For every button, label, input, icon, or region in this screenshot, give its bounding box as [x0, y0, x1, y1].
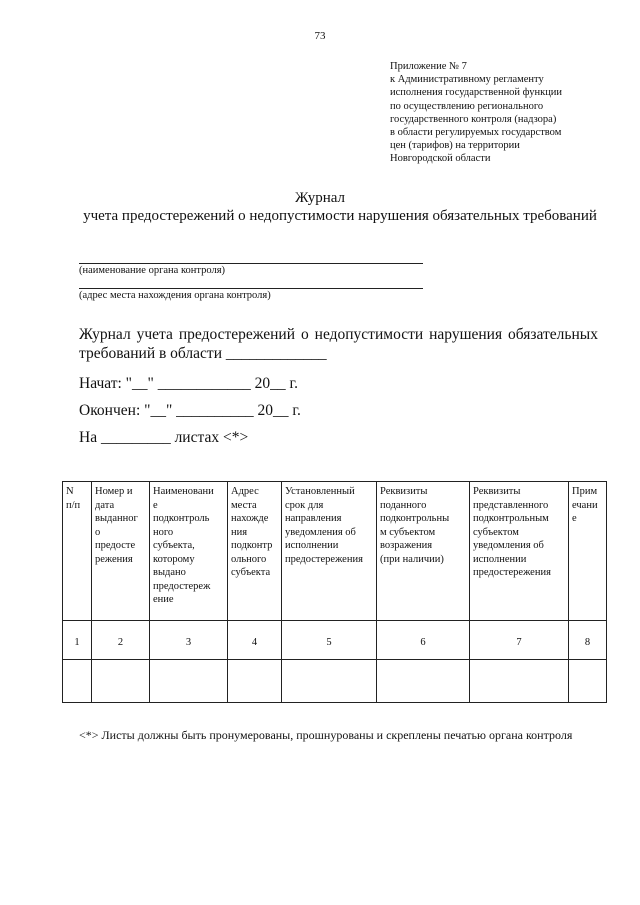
- authority-address-caption: (адрес места нахождения органа контроля): [79, 290, 271, 301]
- authority-address-line: [79, 288, 423, 289]
- appendix-line: по осуществлению регионального: [390, 100, 544, 112]
- appendix-line: цен (тарифов) на территории: [390, 140, 520, 152]
- appendix-line: к Административному регламенту: [390, 74, 544, 86]
- column-number: 8: [569, 621, 607, 660]
- column-header: Номер и дата выданног о предосте режения: [92, 482, 150, 621]
- journal-subtitle: учета предостережений о недопустимости нарушения обязательных требований: [83, 208, 597, 224]
- column-header: N п/п: [63, 482, 92, 621]
- column-number: 5: [282, 621, 377, 660]
- column-header: Адрес места нахожде ния подконтр ольного субъекта: [228, 482, 282, 621]
- appendix-line: Новгородской области: [390, 153, 491, 165]
- intro-word: Журнал: [79, 326, 131, 343]
- table-row: [63, 660, 607, 703]
- column-number: 1: [63, 621, 92, 660]
- intro-word: учета: [136, 326, 173, 343]
- column-number: 4: [228, 621, 282, 660]
- intro-paragraph: [79, 325, 598, 363]
- page-number: 73: [314, 30, 326, 42]
- table-cell: [150, 660, 228, 703]
- column-header: Установленный срок для направления уведомления об исполнении предостережения: [282, 482, 377, 621]
- footnote: <*> Листы должны быть пронумерованы, прошнурованы и скреплены печатью органа контроля: [79, 728, 573, 742]
- column-number: 2: [92, 621, 150, 660]
- column-header: Наименовани е подконтроль ного субъекта, которому выдано предостереж ение: [150, 482, 228, 621]
- column-header: Прим ечани е: [569, 482, 607, 621]
- appendix-line: государственного контроля (надзора): [390, 113, 557, 125]
- table-cell: [569, 660, 607, 703]
- ended-date: Окончен: "__" __________ 20__ г.: [79, 402, 301, 419]
- intro-word: обязательных: [508, 326, 598, 343]
- column-number: 7: [470, 621, 569, 660]
- column-number: 3: [150, 621, 228, 660]
- started-date: Начат: "__" ____________ 20__ г.: [79, 375, 298, 392]
- intro-line-1: [79, 325, 598, 344]
- table-cell: [63, 660, 92, 703]
- table-cell: [377, 660, 470, 703]
- column-header: Реквизиты поданного подконтрольны м субъектом возражения (при наличии): [377, 482, 470, 621]
- authority-name-caption: (наименование органа контроля): [79, 265, 226, 276]
- intro-word: предостережений: [178, 326, 296, 343]
- register-table: [62, 481, 607, 703]
- appendix-block: [390, 60, 630, 166]
- appendix-line: в области регулируемых государством: [390, 127, 562, 139]
- intro-word: недопустимости: [314, 326, 424, 343]
- intro-word: о: [300, 326, 309, 343]
- table-cell: [470, 660, 569, 703]
- authority-name-line: [79, 263, 423, 264]
- appendix-line: Приложение № 7: [390, 61, 467, 72]
- table-cell: [92, 660, 150, 703]
- appendix-line: исполнения государственной функции: [390, 87, 563, 99]
- table-cell: [282, 660, 377, 703]
- table-row: [63, 621, 607, 660]
- column-number: 6: [377, 621, 470, 660]
- column-header: Реквизиты представленного подконтрольным субъектом уведомления об исполнении предостережения: [470, 482, 569, 621]
- intro-line-2: требований в области _____________: [79, 345, 327, 362]
- journal-title: Журнал: [294, 190, 345, 206]
- sheets-count: На _________ листах <*>: [79, 429, 249, 446]
- table-cell: [228, 660, 282, 703]
- intro-word: нарушения: [429, 326, 503, 343]
- table-header-row: [63, 482, 607, 621]
